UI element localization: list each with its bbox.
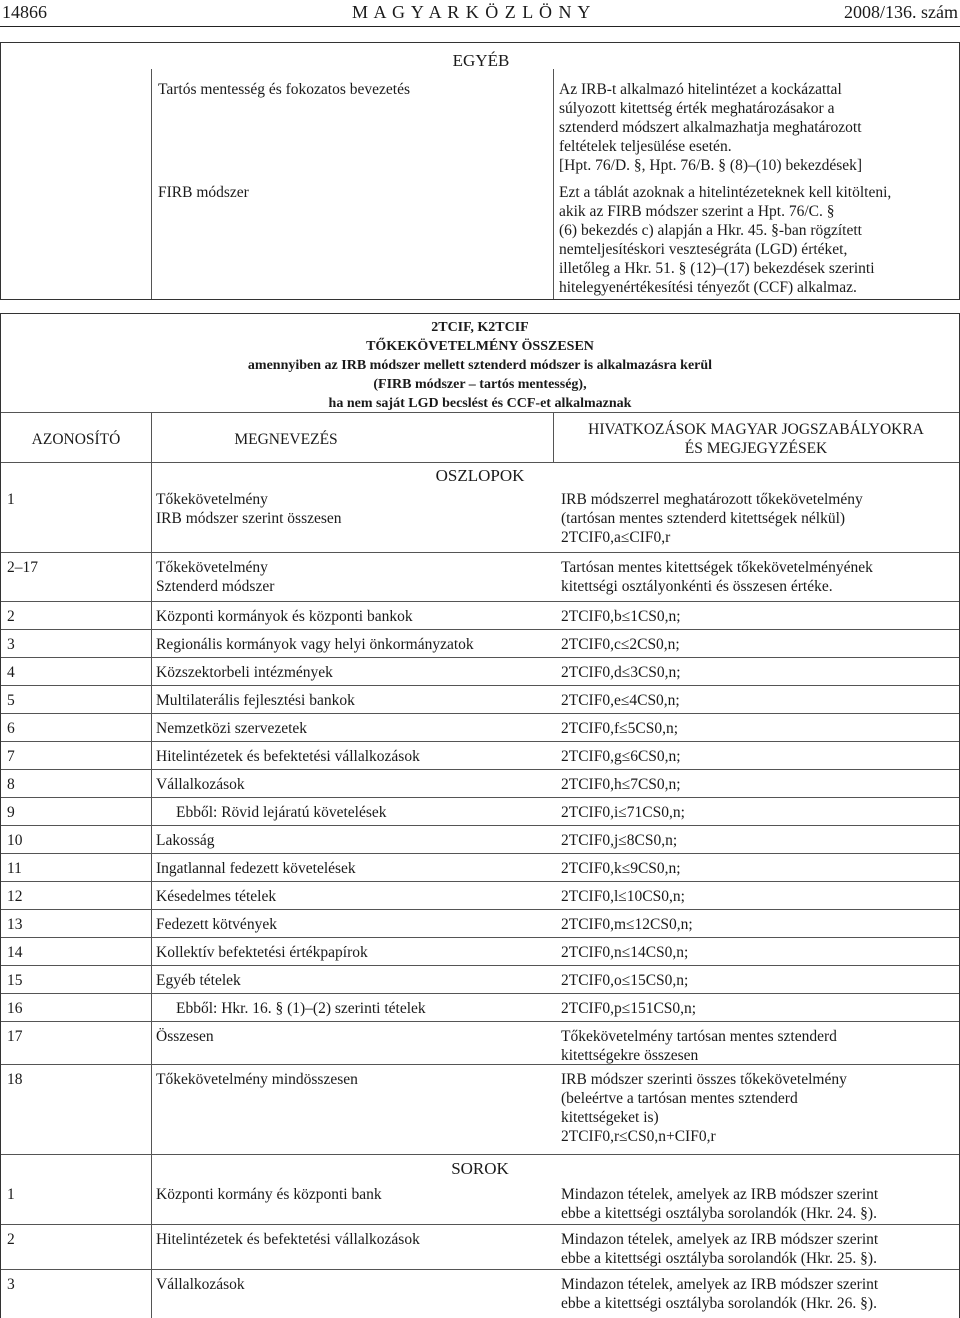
row-divider [1, 965, 959, 966]
section-columns: OSZLOPOK [435, 466, 525, 485]
row-name [156, 831, 215, 850]
row-name-line: Kollektív befektetési értékpapírok [156, 944, 368, 961]
row-ref-line: 2TCIF0,a≤CIF0,r [561, 529, 671, 546]
row-ref [561, 1230, 878, 1268]
main-table [0, 313, 960, 1318]
row-name [156, 1027, 214, 1046]
row-ref-line: 2TCIF0,r≤CS0,n+CIF0,r [561, 1128, 716, 1145]
row-ref-line: ebbe a kitettségi osztályba sorolandók (Hkr. 24. §). [561, 1205, 877, 1222]
row-name [156, 663, 333, 682]
row-id: 6 [7, 720, 15, 737]
row-ref [561, 1070, 847, 1146]
row-ref-line: 2TCIF0,k≤9CS0,n; [561, 860, 681, 877]
row-name [156, 691, 355, 710]
row-divider [1, 825, 959, 826]
row-name-line: Közszektorbeli intézmények [156, 664, 333, 681]
row-name-line: Tőkekövetelmény mindösszesen [156, 1071, 358, 1088]
row-ref-line: 2TCIF0,m≤12CS0,n; [561, 916, 693, 933]
row-ref-line: (beleértve a tartósan mentes sztenderd [561, 1090, 798, 1107]
row-ref-line: 2TCIF0,l≤10CS0,n; [561, 888, 685, 905]
row-name [156, 943, 368, 962]
row-name-line: Ebből: Rövid lejáratú követelések [176, 804, 387, 821]
row-id: 11 [7, 860, 22, 877]
row-ref-line: Mindazon tételek, amelyek az IRB módszer szerint [561, 1186, 879, 1203]
row-ref [561, 859, 681, 878]
row-ref-line: (tartósan mentes sztenderd kitettségek nélkül) [561, 510, 846, 527]
row-name-line: Sztenderd módszer [156, 578, 275, 595]
row-name [156, 719, 307, 738]
row-name [156, 1275, 245, 1294]
row-name-line: Vállalkozások [156, 776, 245, 793]
desc-line: sztenderd módszert alkalmazhatja meghatározott [559, 119, 862, 136]
row-id: 2–17 [7, 559, 38, 576]
row-name [156, 859, 356, 878]
row-ref [561, 1185, 878, 1223]
row-ref [561, 663, 681, 682]
page-number: 14866 [2, 2, 47, 22]
row-name-line: Lakosság [156, 832, 215, 849]
row-ref-line: kitettségekre összesen [561, 1047, 699, 1064]
header-line: ÉS MEGJEGYZÉSEK [684, 440, 828, 457]
row-id: 2 [7, 1231, 15, 1248]
row-name [156, 607, 413, 626]
desc-line: Ezt a táblát azoknak a hitelintézeteknek kell kitölteni, [559, 184, 892, 201]
row-divider [1, 1064, 959, 1065]
row-divider [1, 1021, 959, 1022]
egyeb-table [0, 42, 960, 300]
row-ref-line: Mindazon tételek, amelyek az IRB módszer szerint [561, 1276, 879, 1293]
row-ref-line: ebbe a kitettségi osztályba sorolandók (Hkr. 25. §). [561, 1250, 877, 1267]
section-rows: SOROK [451, 1159, 509, 1178]
row-name-line: Nemzetközi szervezetek [156, 720, 308, 737]
row-ref [561, 775, 681, 794]
row-divider [1, 797, 959, 798]
row-ref [561, 999, 696, 1018]
row-ref [561, 943, 688, 962]
row-divider [1, 993, 959, 994]
desc-line: illetőleg a Hkr. 51. § (12)–(17) bekezdések szerinti [559, 260, 875, 277]
row-ref [561, 558, 873, 596]
desc-line: [Hpt. 76/D. §, Hpt. 76/B. § (8)–(10) bekezdések] [559, 157, 863, 174]
row-name [156, 775, 245, 794]
row-name-line: Fedezett kötvények [156, 916, 277, 933]
header-line: HIVATKOZÁSOK MAGYAR JOGSZABÁLYOKRA [588, 421, 924, 438]
row-ref-line: kitettségeket is) [561, 1109, 659, 1126]
row-name [156, 887, 276, 906]
row-name-line: Vállalkozások [156, 1276, 245, 1293]
row-ref [561, 1027, 837, 1065]
egyeb-row-desc [559, 80, 862, 175]
row-name-line: Multilaterális fejlesztési bankok [156, 692, 355, 709]
col-header-ref [553, 420, 959, 458]
row-name-line: Hitelintézetek és befektetési vállalkozások [156, 748, 420, 765]
row-name-line: Egyéb tételek [156, 972, 241, 989]
row-name [156, 1185, 382, 1204]
row-name [156, 490, 342, 528]
row-divider [1, 769, 959, 770]
row-name [156, 915, 277, 934]
row-ref-line: 2TCIF0,c≤2CS0,n; [561, 636, 680, 653]
row-name-line: Ebből: Hkr. 16. § (1)–(2) szerinti tételek [176, 1000, 426, 1017]
row-id: 14 [7, 944, 23, 961]
row-id: 9 [7, 804, 15, 821]
table-title [1, 318, 959, 413]
row-ref [561, 803, 685, 822]
row-name [156, 747, 420, 766]
row-ref-line: 2TCIF0,b≤1CS0,n; [561, 608, 681, 625]
row-divider [1, 937, 959, 938]
row-divider [1, 552, 959, 553]
row-id: 7 [7, 748, 15, 765]
journal-title: M A G Y A R K Ö Z L Ö N Y [352, 2, 592, 22]
row-id: 13 [7, 916, 23, 933]
row-id: 3 [7, 636, 15, 653]
row-id: 2 [7, 608, 15, 625]
row-id: 4 [7, 664, 15, 681]
row-ref-line: 2TCIF0,o≤15CS0,n; [561, 972, 689, 989]
row-ref-line: 2TCIF0,d≤3CS0,n; [561, 664, 681, 681]
row-id: 15 [7, 972, 23, 989]
row-ref [561, 719, 678, 738]
row-id: 1 [7, 1186, 15, 1203]
egyeb-row-name: FIRB módszer [158, 184, 249, 201]
row-ref [561, 607, 681, 626]
row-divider [1, 1269, 959, 1270]
row-divider [1, 601, 959, 602]
row-name [176, 999, 426, 1018]
row-ref-line: 2TCIF0,g≤6CS0,n; [561, 748, 681, 765]
title-line: TŐKEKÖVETELMÉNY ÖSSZESEN [366, 339, 594, 354]
row-divider [1, 1224, 959, 1225]
desc-line: Az IRB-t alkalmazó hitelintézet a kockázattal [559, 81, 842, 98]
row-ref [561, 635, 680, 654]
row-ref [561, 831, 677, 850]
row-ref-line: 2TCIF0,p≤151CS0,n; [561, 1000, 697, 1017]
row-name-line: Késedelmes tételek [156, 888, 277, 905]
row-ref [561, 1275, 878, 1313]
title-line: amennyiben az IRB módszer mellett sztenderd módszer is alkalmazásra kerül [247, 358, 713, 373]
row-ref [561, 887, 685, 906]
row-name-line: Hitelintézetek és befektetési vállalkozások [156, 1231, 420, 1248]
row-name-line: IRB módszer szerint összesen [156, 510, 342, 527]
row-name [156, 1230, 420, 1249]
row-divider [1, 629, 959, 630]
desc-line: nemteljesítéskori veszteségráta (LGD) értéket, [559, 241, 848, 258]
page-header [0, 0, 960, 27]
row-id: 16 [7, 1000, 23, 1017]
row-divider [1, 1154, 959, 1155]
title-line: ha nem saját LGD becslést és CCF-et alkalmaznak [328, 396, 632, 411]
row-ref-line: IRB módszerrel meghatározott tőkekövetelmény [561, 491, 863, 508]
row-id: 5 [7, 692, 15, 709]
issue-number: 2008/136. szám [844, 2, 958, 22]
row-divider [1, 881, 959, 882]
row-name [156, 635, 474, 654]
row-divider [1, 657, 959, 658]
row-ref-line: 2TCIF0,f≤5CS0,n; [561, 720, 679, 737]
desc-line: feltételek teljesülése esetén. [559, 138, 732, 155]
row-ref-line: 2TCIF0,h≤7CS0,n; [561, 776, 681, 793]
desc-line: akik az FIRB módszer szerint a Hpt. 76/C. § [559, 203, 835, 220]
row-name-line: Ingatlannal fedezett követelések [156, 860, 356, 877]
row-name [156, 971, 241, 990]
row-name [176, 803, 386, 822]
row-ref-line: ebbe a kitettségi osztályba sorolandók (Hkr. 26. §). [561, 1295, 877, 1312]
row-name-line: Központi kormány és központi bank [156, 1186, 382, 1203]
col-header-id: AZONOSÍTÓ [31, 431, 121, 448]
row-name-line: Tőkekövetelmény [156, 491, 268, 508]
row-ref [561, 747, 681, 766]
row-ref [561, 971, 688, 990]
egyeb-row-name: Tartós mentesség és fokozatos bevezetés [158, 81, 410, 98]
row-ref-line: IRB módszer szerinti összes tőkekövetelmény [561, 1071, 847, 1088]
title-line: (FIRB módszer – tartós mentesség), [373, 377, 587, 392]
row-divider [1, 853, 959, 854]
row-ref-line: 2TCIF0,j≤8CS0,n; [561, 832, 678, 849]
row-ref-line: Tőkekövetelmény tartósan mentes sztenderd [561, 1028, 837, 1045]
row-ref [561, 691, 680, 710]
col-header-name: MEGNEVEZÉS [234, 431, 338, 448]
row-divider [1, 909, 959, 910]
row-id: 1 [7, 491, 15, 508]
egyeb-row-desc [559, 183, 891, 297]
row-id: 3 [7, 1276, 15, 1293]
row-id: 8 [7, 776, 15, 793]
row-ref [561, 490, 863, 547]
desc-line: (6) bekezdés c) alapján a Hkr. 45. §-ban rögzített [559, 222, 862, 239]
desc-line: súlyozott kitettség érték meghatározásakor a [559, 100, 835, 117]
row-name-line: Központi kormányok és központi bankok [156, 608, 413, 625]
row-ref-line: Tartósan mentes kitettségek tőkekövetelményének [561, 559, 873, 576]
row-id: 10 [7, 832, 23, 849]
row-divider [1, 685, 959, 686]
row-divider [1, 713, 959, 714]
row-id: 18 [7, 1071, 23, 1088]
row-name [156, 558, 274, 596]
egyeb-title: EGYÉB [452, 51, 510, 70]
row-name [156, 1070, 358, 1089]
row-ref-line: kitettségi osztályonkénti és összesen értéke. [561, 578, 833, 595]
row-ref-line: 2TCIF0,i≤71CS0,n; [561, 804, 685, 821]
row-ref-line: Mindazon tételek, amelyek az IRB módszer szerint [561, 1231, 879, 1248]
row-ref-line: 2TCIF0,e≤4CS0,n; [561, 692, 680, 709]
row-divider [1, 741, 959, 742]
row-name-line: Tőkekövetelmény [156, 559, 268, 576]
row-id: 12 [7, 888, 23, 905]
row-ref [561, 915, 693, 934]
row-name-line: Regionális kormányok vagy helyi önkormányzatok [156, 636, 474, 653]
row-ref-line: 2TCIF0,n≤14CS0,n; [561, 944, 689, 961]
row-id: 17 [7, 1028, 23, 1045]
title-line: 2TCIF, K2TCIF [431, 320, 529, 335]
row-name-line: Összesen [156, 1028, 214, 1045]
desc-line: hitelegyenértékesítési tényezőt (CCF) alkalmaz. [559, 279, 857, 296]
